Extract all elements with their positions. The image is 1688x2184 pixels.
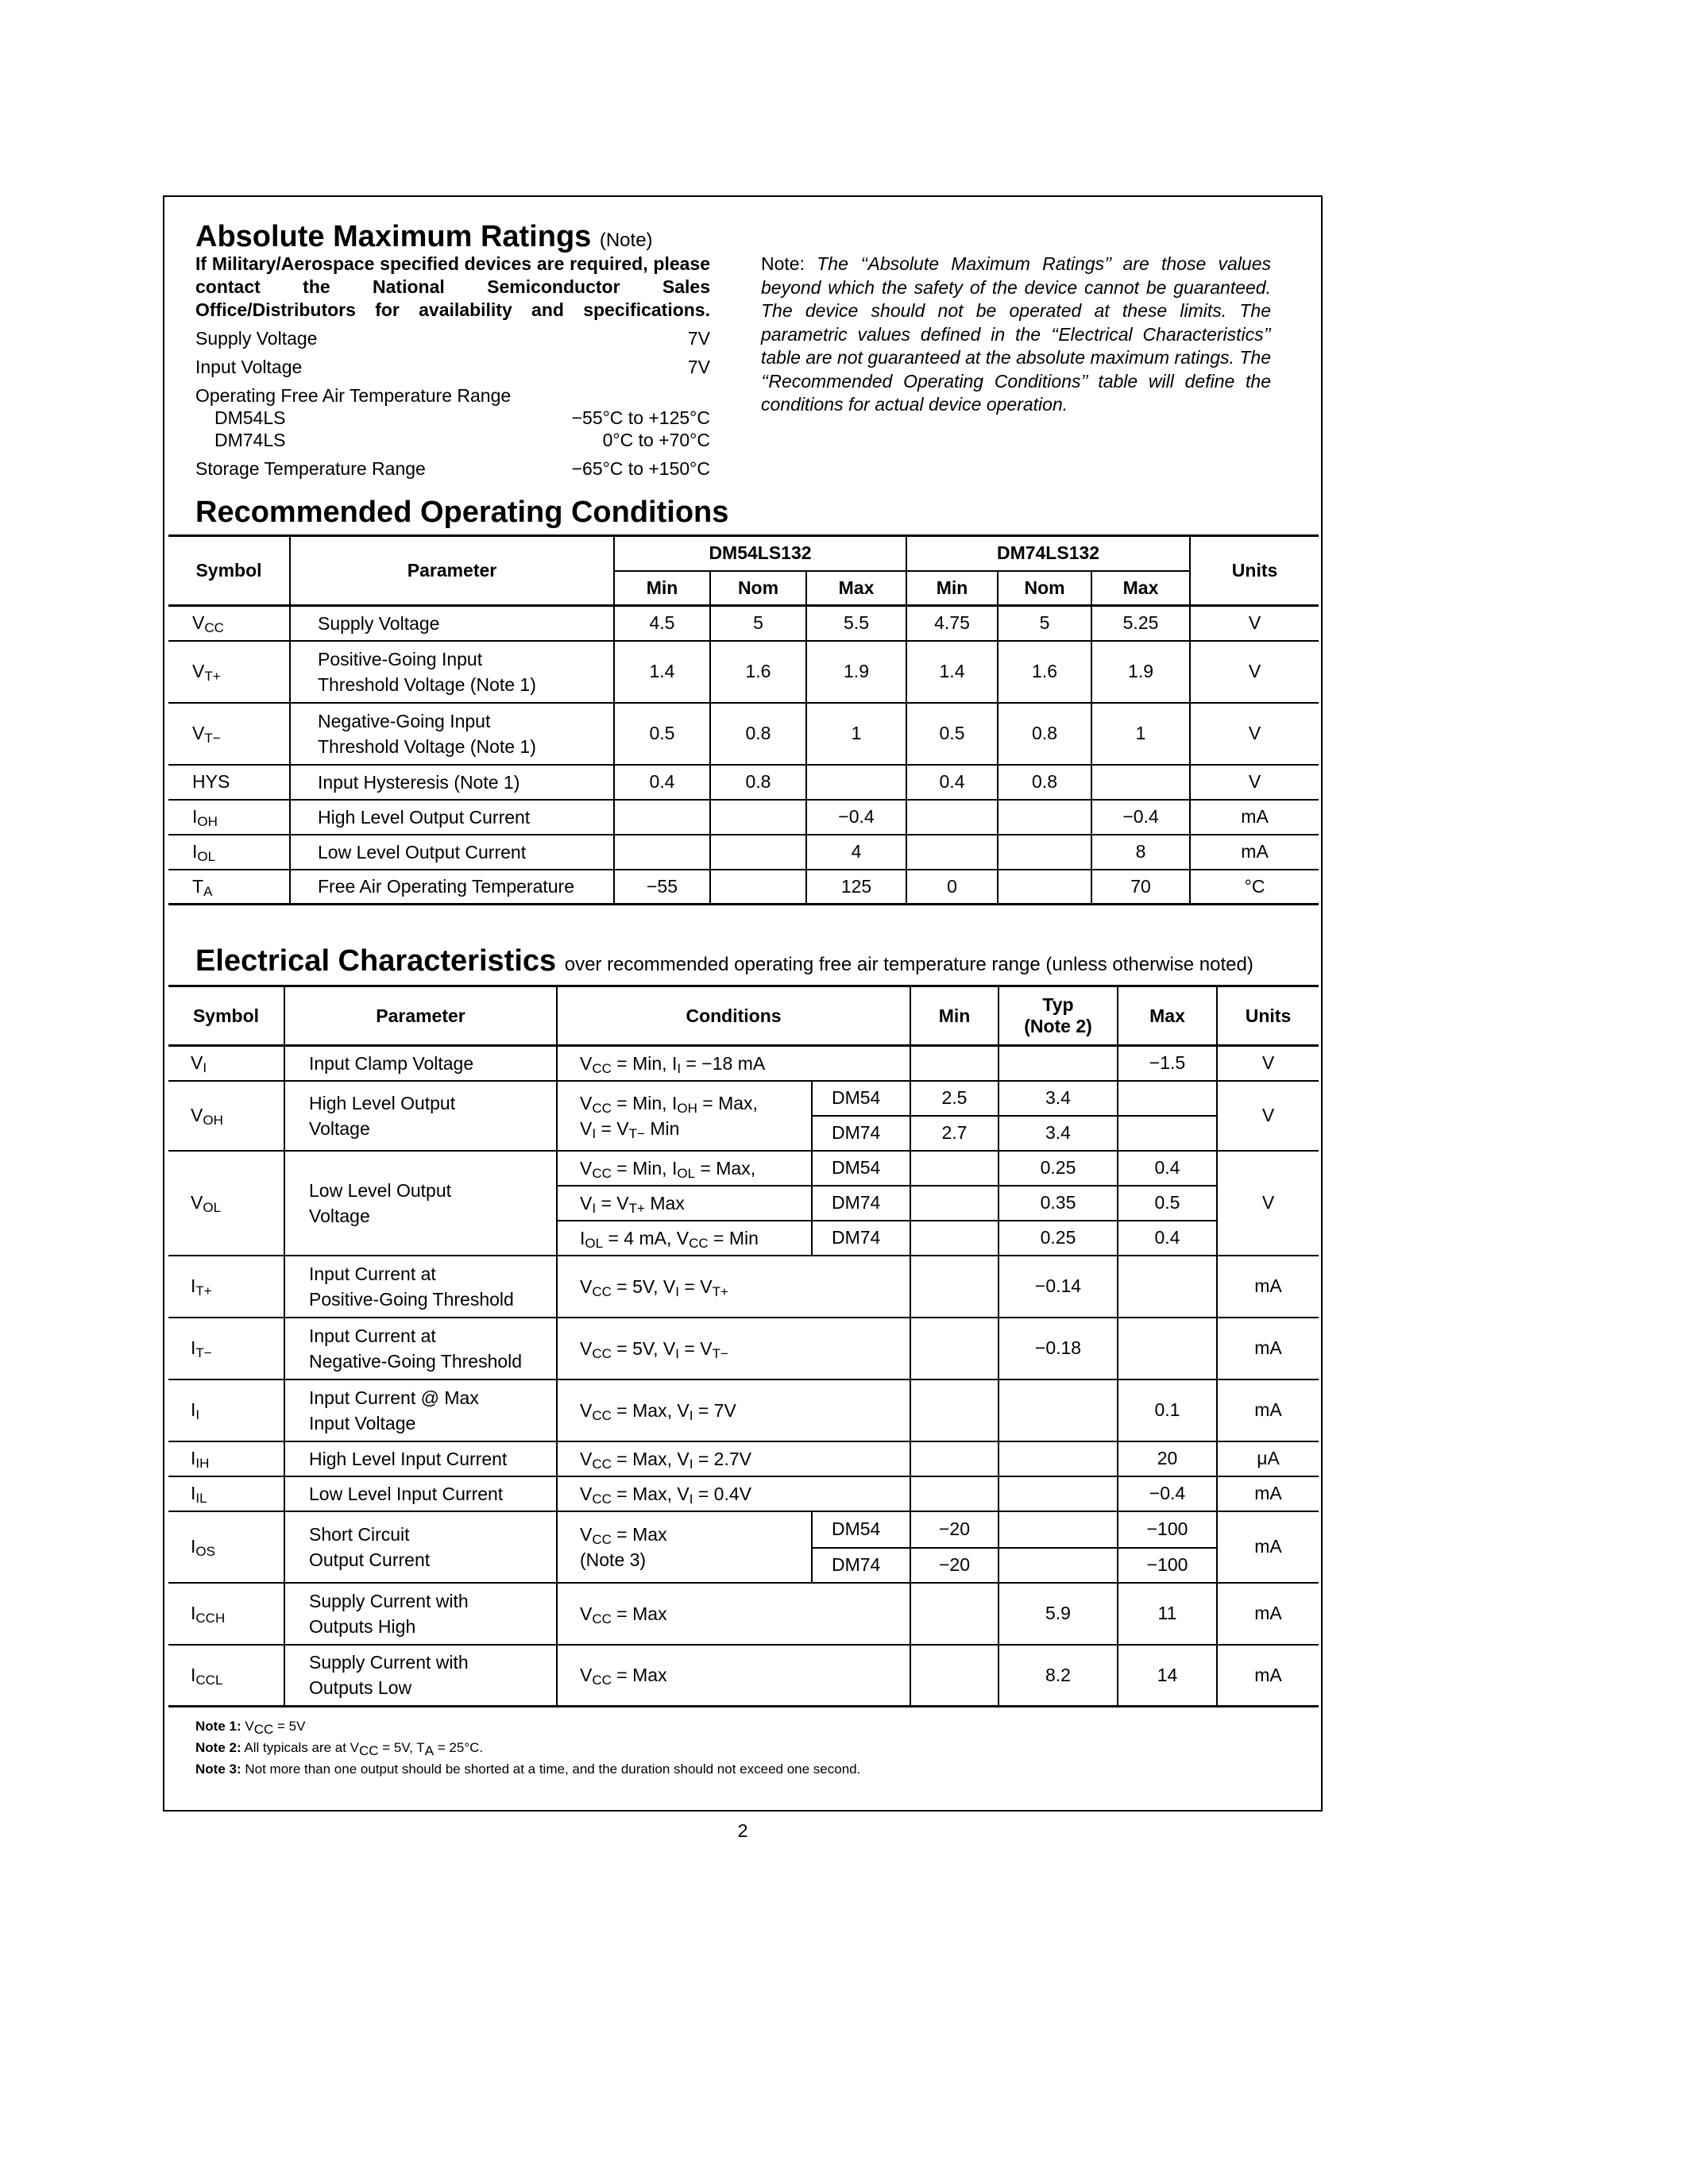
roc-dm74-min: 0 — [906, 870, 998, 905]
roc-row — [168, 703, 1319, 765]
ec-typ: 0.35 — [999, 1186, 1118, 1221]
abs-max-title-note: (Note) — [599, 230, 653, 251]
note-1-label: Note 1: — [195, 1719, 241, 1734]
roc-dm54-min: 0.5 — [614, 703, 710, 765]
ec-typ: 0.25 — [999, 1221, 1118, 1256]
ec-min — [910, 1441, 999, 1476]
ec-header-typ — [999, 986, 1118, 1046]
ec-typ: 3.4 — [999, 1081, 1118, 1116]
ec-typ: −0.14 — [999, 1256, 1118, 1318]
ec-symbol: $I_{CCH}$ — [168, 1583, 284, 1645]
roc-units: °C — [1190, 870, 1319, 905]
ec-row — [168, 1151, 1319, 1186]
ec-parameter: Input Current at Negative-Going Threshold — [284, 1318, 557, 1379]
roc-symbol: $I_{OH}$ — [168, 800, 290, 835]
ec-min: 2.7 — [910, 1116, 999, 1151]
ec-typ — [999, 1511, 1118, 1548]
ec-title — [195, 945, 1253, 981]
roc-units: V — [1190, 703, 1319, 765]
storage-temp-label: Storage Temperature Range — [195, 458, 426, 479]
ec-parameter: Short Circuit Output Current — [284, 1511, 557, 1583]
ec-units: mA — [1217, 1318, 1319, 1379]
roc-row — [168, 765, 1319, 800]
dm54ls-temp-rating — [195, 407, 710, 429]
ec-header-max: Max — [1118, 986, 1217, 1046]
ec-device: DM74 — [812, 1221, 910, 1256]
roc-units: mA — [1190, 800, 1319, 835]
roc-row — [168, 835, 1319, 870]
ec-units: mA — [1217, 1645, 1319, 1707]
ec-min — [910, 1476, 999, 1511]
ec-max: −0.4 — [1118, 1476, 1217, 1511]
ec-typ: 5.9 — [999, 1583, 1118, 1645]
ec-min — [910, 1583, 999, 1645]
ec-conditions: $V_{CC} = 5V$, $V_I = V_{T-}$ — [557, 1318, 910, 1379]
roc-parameter: Supply Voltage — [290, 606, 614, 641]
roc-row — [168, 606, 1319, 641]
ec-table — [168, 985, 1319, 1707]
roc-dm74-nom: 1.6 — [998, 641, 1091, 703]
roc-dm54-nom: 1.6 — [710, 641, 806, 703]
abs-max-title — [195, 221, 653, 257]
roc-dm74-max: 70 — [1091, 870, 1190, 905]
roc-header-max: Max — [1091, 571, 1190, 606]
ec-title-text: Electrical Characteristics — [195, 944, 557, 978]
roc-dm74-nom — [998, 800, 1091, 835]
ec-max: −100 — [1118, 1511, 1217, 1548]
abs-max-note-text: The ‘‘Absolute Maximum Ratings’’ are those values beyond which the safety of the device cannot be guaranteed. The device should not be operated at these limits. The parametric values defined in the ‘‘Electrical Characteristics’’ table are not guaranteed at the absolute maximum ratings. The ‘‘Recommended Operating Conditions’’ table will define the conditions for actual device operation. — [761, 253, 1272, 415]
roc-symbol: HYS — [168, 765, 290, 800]
dm54ls-label: DM54LS — [214, 407, 286, 428]
ec-header-min: Min — [910, 986, 999, 1046]
ec-header-symbol: Symbol — [168, 986, 284, 1046]
roc-row — [168, 800, 1319, 835]
roc-dm54-min: −55 — [614, 870, 710, 905]
ec-units: mA — [1217, 1511, 1319, 1583]
ec-min — [910, 1046, 999, 1081]
roc-dm74-min: 4.75 — [906, 606, 998, 641]
roc-dm54-nom — [710, 800, 806, 835]
ec-min — [910, 1645, 999, 1707]
supply-voltage-label: Supply Voltage — [195, 328, 318, 349]
roc-dm74-min: 0.5 — [906, 703, 998, 765]
ec-max: −1.5 — [1118, 1046, 1217, 1081]
roc-row — [168, 870, 1319, 905]
ec-parameter: Input Current @ Max Input Voltage — [284, 1379, 557, 1441]
ec-conditions: $V_I = V_{T+}$ Max — [557, 1186, 812, 1221]
op-temp-rating — [195, 384, 710, 407]
ec-conditions: $V_{CC}$ = Min, $I_I = -18$ mA — [557, 1046, 910, 1081]
supply-voltage-rating — [195, 327, 710, 349]
roc-units: V — [1190, 606, 1319, 641]
roc-dm54-nom: 0.8 — [710, 765, 806, 800]
ec-max — [1118, 1116, 1217, 1151]
roc-dm74-nom — [998, 835, 1091, 870]
ec-typ — [999, 1476, 1118, 1511]
ec-typ — [999, 1441, 1118, 1476]
roc-header-dm54: DM54LS132 — [614, 536, 906, 571]
roc-dm74-max — [1091, 765, 1190, 800]
note-2-label: Note 2: — [195, 1740, 241, 1755]
ec-min — [910, 1221, 999, 1256]
ec-symbol: $V_{OL}$ — [168, 1151, 284, 1256]
ec-parameter: Low Level Input Current — [284, 1476, 557, 1511]
roc-dm74-min: 0.4 — [906, 765, 998, 800]
roc-dm74-max: 8 — [1091, 835, 1190, 870]
roc-dm54-max: −0.4 — [806, 800, 906, 835]
ec-row — [168, 1379, 1319, 1441]
storage-temp-rating — [195, 457, 710, 480]
ec-typ — [999, 1046, 1118, 1081]
dm74ls-temp-rating — [195, 429, 710, 451]
ec-max: 0.4 — [1118, 1151, 1217, 1186]
ec-row — [168, 1081, 1319, 1116]
ec-min — [910, 1186, 999, 1221]
roc-parameter: High Level Output Current — [290, 800, 614, 835]
ec-header-typ-note: (Note 2) — [1024, 1016, 1092, 1036]
ec-row — [168, 1583, 1319, 1645]
input-voltage-label: Input Voltage — [195, 357, 303, 377]
roc-dm74-nom: 0.8 — [998, 765, 1091, 800]
note-1 — [195, 1715, 1308, 1737]
ec-row — [168, 1476, 1319, 1511]
roc-dm54-max: 125 — [806, 870, 906, 905]
ec-max: 20 — [1118, 1441, 1217, 1476]
footnotes — [195, 1715, 1308, 1780]
roc-dm54-max: 5.5 — [806, 606, 906, 641]
ec-device: DM74 — [812, 1186, 910, 1221]
ec-typ: −0.18 — [999, 1318, 1118, 1379]
ec-max — [1118, 1318, 1217, 1379]
roc-dm74-max: 1 — [1091, 703, 1190, 765]
ec-header-units: Units — [1217, 986, 1319, 1046]
roc-dm54-nom: 5 — [710, 606, 806, 641]
ec-device: DM54 — [812, 1511, 910, 1548]
roc-header-parameter: Parameter — [290, 536, 614, 606]
roc-header-nom: Nom — [710, 571, 806, 606]
ec-min: −20 — [910, 1548, 999, 1583]
roc-dm54-max: 1.9 — [806, 641, 906, 703]
roc-dm54-max: 1 — [806, 703, 906, 765]
note-3 — [195, 1758, 1308, 1780]
roc-header-max: Max — [806, 571, 906, 606]
ec-row — [168, 1046, 1319, 1081]
ec-units: V — [1217, 1046, 1319, 1081]
ec-typ — [999, 1379, 1118, 1441]
roc-symbol: $V_{T-}$ — [168, 703, 290, 765]
ec-conditions: $V_{CC}$ = Max — [557, 1645, 910, 1707]
ec-row — [168, 1511, 1319, 1548]
ec-symbol: $I_{IL}$ — [168, 1476, 284, 1511]
ec-typ: 8.2 — [999, 1645, 1118, 1707]
ec-min — [910, 1379, 999, 1441]
dm54ls-value: −55°C to +125°C — [571, 407, 710, 428]
ec-max: 0.5 — [1118, 1186, 1217, 1221]
note-2 — [195, 1737, 1308, 1758]
roc-dm54-min: 0.4 — [614, 765, 710, 800]
ec-parameter: High Level Output Voltage — [284, 1081, 557, 1151]
roc-dm74-nom — [998, 870, 1091, 905]
dm74ls-label: DM74LS — [214, 430, 286, 450]
roc-parameter: Positive-Going Input Threshold Voltage (Note 1) — [290, 641, 614, 703]
ec-min: −20 — [910, 1511, 999, 1548]
ec-parameter: Input Current at Positive-Going Threshold — [284, 1256, 557, 1318]
op-temp-label: Operating Free Air Temperature Range — [195, 385, 512, 406]
abs-max-note — [761, 253, 1271, 417]
ec-max — [1118, 1081, 1217, 1116]
ec-header-conditions: Conditions — [557, 986, 910, 1046]
roc-dm54-nom — [710, 870, 806, 905]
roc-header-symbol: Symbol — [168, 536, 290, 606]
roc-units: V — [1190, 765, 1319, 800]
roc-header-min: Min — [906, 571, 998, 606]
roc-dm74-nom: 5 — [998, 606, 1091, 641]
roc-dm54-min — [614, 835, 710, 870]
ec-conditions: $V_{CC}$ = Min, $I_{OH}$ = Max, $V_I = V_{T-}$ Min — [557, 1081, 812, 1151]
input-voltage-value: 7V — [687, 357, 710, 377]
ec-device: DM54 — [812, 1151, 910, 1186]
ec-header-row — [168, 986, 1319, 1046]
roc-dm74-max: 1.9 — [1091, 641, 1190, 703]
roc-body — [168, 606, 1319, 905]
ec-units: mA — [1217, 1256, 1319, 1318]
ec-max: 0.1 — [1118, 1379, 1217, 1441]
ec-conditions: $V_{CC}$ = Max, $V_I = 2.7V$ — [557, 1441, 910, 1476]
ec-units: V — [1217, 1081, 1319, 1151]
ec-conditions: $I_{OL} = 4$ mA, $V_{CC}$ = Min — [557, 1221, 812, 1256]
roc-table — [168, 534, 1319, 905]
ec-parameter: Supply Current with Outputs High — [284, 1583, 557, 1645]
ec-conditions: $V_{CC}$ = Max, $V_I = 0.4V$ — [557, 1476, 910, 1511]
ec-max — [1118, 1256, 1217, 1318]
ec-parameter: High Level Input Current — [284, 1441, 557, 1476]
abs-max-title-text: Absolute Maximum Ratings — [195, 220, 592, 253]
ec-device: DM54 — [812, 1081, 910, 1116]
ec-conditions: $V_{CC}$ = Max (Note 3) — [557, 1511, 812, 1583]
ec-device: DM74 — [812, 1548, 910, 1583]
ec-units: mA — [1217, 1583, 1319, 1645]
ec-min: 2.5 — [910, 1081, 999, 1116]
roc-dm74-min — [906, 800, 998, 835]
roc-parameter: Low Level Output Current — [290, 835, 614, 870]
ec-typ: 0.25 — [999, 1151, 1118, 1186]
roc-header-min: Min — [614, 571, 710, 606]
roc-symbol: $V_{CC}$ — [168, 606, 290, 641]
ec-device: DM74 — [812, 1116, 910, 1151]
ec-parameter: Input Clamp Voltage — [284, 1046, 557, 1081]
note-3-text: Not more than one output should be shorted at a time, and the duration should not exceed one second. — [245, 1761, 861, 1777]
abs-max-note-label: Note: — [761, 253, 805, 274]
ec-min — [910, 1256, 999, 1318]
roc-dm54-min — [614, 800, 710, 835]
roc-dm74-max: −0.4 — [1091, 800, 1190, 835]
roc-dm54-max — [806, 765, 906, 800]
roc-row — [168, 641, 1319, 703]
ec-subtitle: over recommended operating free air temperature range (unless otherwise noted) — [564, 954, 1253, 975]
roc-dm54-min: 1.4 — [614, 641, 710, 703]
ec-typ: 3.4 — [999, 1116, 1118, 1151]
roc-dm54-nom: 0.8 — [710, 703, 806, 765]
ec-body — [168, 1046, 1319, 1707]
ec-row — [168, 1645, 1319, 1707]
roc-title: Recommended Operating Conditions — [195, 496, 729, 529]
ec-typ — [999, 1548, 1118, 1583]
dm74ls-value: 0°C to +70°C — [602, 430, 710, 450]
roc-symbol: $T_A$ — [168, 870, 290, 905]
ec-parameter: Supply Current with Outputs Low — [284, 1645, 557, 1707]
ec-max: 11 — [1118, 1583, 1217, 1645]
page-number: 2 — [737, 1820, 748, 1841]
roc-dm74-nom: 0.8 — [998, 703, 1091, 765]
roc-dm54-max: 4 — [806, 835, 906, 870]
roc-dm54-nom — [710, 835, 806, 870]
ec-symbol: $V_I$ — [168, 1046, 284, 1081]
ec-min — [910, 1318, 999, 1379]
ec-max: −100 — [1118, 1548, 1217, 1583]
ec-conditions: $V_{CC}$ = Min, $I_{OL}$ = Max, — [557, 1151, 812, 1186]
abs-max-list — [195, 327, 710, 480]
ec-max: 0.4 — [1118, 1221, 1217, 1256]
ec-conditions: $V_{CC} = 5V$, $V_I = V_{T+}$ — [557, 1256, 910, 1318]
roc-header-nom: Nom — [998, 571, 1091, 606]
roc-header-row-1 — [168, 536, 1319, 571]
roc-symbol: $I_{OL}$ — [168, 835, 290, 870]
ec-units: V — [1217, 1151, 1319, 1256]
roc-dm74-max: 5.25 — [1091, 606, 1190, 641]
supply-voltage-value: 7V — [687, 328, 710, 349]
ec-symbol: $V_{OH}$ — [168, 1081, 284, 1151]
ec-conditions: $V_{CC}$ = Max, $V_I = 7V$ — [557, 1379, 910, 1441]
ec-min — [910, 1151, 999, 1186]
note-2-text: All typicals are at $V_{CC} = 5V$, $T_A = 25^\circ C$. — [244, 1740, 484, 1758]
roc-dm54-min: 4.5 — [614, 606, 710, 641]
ec-symbol: $I_I$ — [168, 1379, 284, 1441]
roc-units: mA — [1190, 835, 1319, 870]
ec-header-parameter: Parameter — [284, 986, 557, 1046]
roc-symbol: $V_{T+}$ — [168, 641, 290, 703]
roc-parameter: Free Air Operating Temperature — [290, 870, 614, 905]
note-1-text: $V_{CC} = 5V$ — [245, 1719, 306, 1737]
ec-max: 14 — [1118, 1645, 1217, 1707]
ec-row — [168, 1318, 1319, 1379]
ec-symbol: $I_{OS}$ — [168, 1511, 284, 1583]
ec-conditions: $V_{CC}$ = Max — [557, 1583, 910, 1645]
note-3-label: Note 3: — [195, 1761, 241, 1777]
ec-row — [168, 1256, 1319, 1318]
ec-row — [168, 1441, 1319, 1476]
ec-units: mA — [1217, 1476, 1319, 1511]
roc-parameter: Input Hysteresis (Note 1) — [290, 765, 614, 800]
ec-units: mA — [1217, 1379, 1319, 1441]
roc-units: V — [1190, 641, 1319, 703]
roc-dm74-min — [906, 835, 998, 870]
roc-dm74-min: 1.4 — [906, 641, 998, 703]
ec-header-typ-label: Typ — [1042, 994, 1074, 1015]
storage-temp-value: −65°C to +150°C — [571, 458, 710, 479]
ec-units: μA — [1217, 1441, 1319, 1476]
ec-symbol: $I_{CCL}$ — [168, 1645, 284, 1707]
input-voltage-rating — [195, 356, 710, 378]
ec-symbol: $I_{T+}$ — [168, 1256, 284, 1318]
military-warning: If Military/Aerospace specified devices are required, please contact the National Semiconductor Sales Office/Distributors for availability and specifications. — [195, 253, 710, 320]
roc-header-units: Units — [1190, 536, 1319, 606]
ec-symbol: $I_{T-}$ — [168, 1318, 284, 1379]
ec-symbol: $I_{IH}$ — [168, 1441, 284, 1476]
ec-parameter: Low Level Output Voltage — [284, 1151, 557, 1256]
roc-header-dm74: DM74LS132 — [906, 536, 1190, 571]
roc-parameter: Negative-Going Input Threshold Voltage (Note 1) — [290, 703, 614, 765]
